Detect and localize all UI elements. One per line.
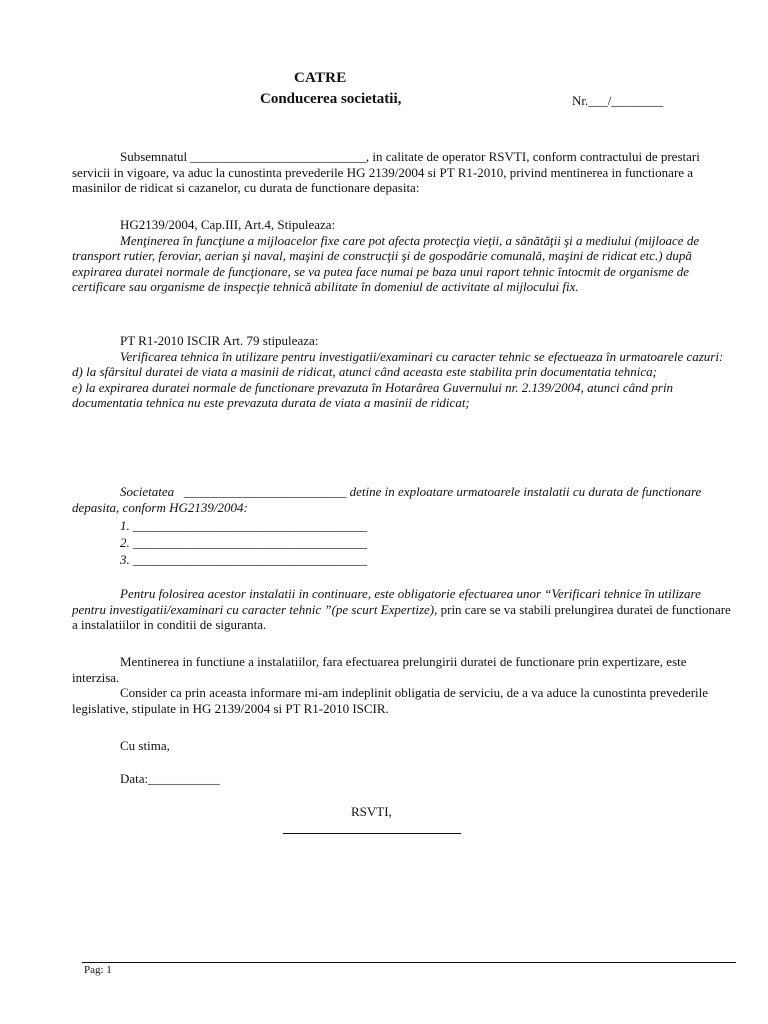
closing-greeting-block bbox=[72, 738, 736, 754]
date-field: Data:___________ bbox=[120, 771, 220, 786]
intro-paragraph bbox=[72, 149, 736, 196]
reference-number: Nr.___/________ bbox=[572, 93, 664, 108]
company-name-blank: _________________________ bbox=[183, 484, 347, 499]
obligation-normal: prin care se va stabili prelungirea duratei de functionare a instalatiilor in conditii de siguranta. bbox=[72, 601, 731, 632]
company-paragraph bbox=[72, 484, 736, 515]
closing-greeting: Cu stima, bbox=[120, 738, 170, 753]
hg-quote: Menţinerea în funcţiune a mijloacelor fixe care pot afecta protecţia vieţii, a sănătăţii şi a mediului (mijloace de transport rutier, feroviar, aerian şi naval, maşini de construcţii şi de gospodărie comunală, maşini de ridicat etc.) după expirarea duratei normale de funcţionare, se va putea face numai pe baza unui raport tehnic întocmit de organisme de certificare sau organisme de inspecţie tehnică abilitate în domeniul de activitate al mijlocului fix. bbox=[72, 232, 700, 294]
signature-line bbox=[283, 833, 461, 834]
obligation-paragraph bbox=[72, 586, 736, 633]
obligation-italic: Pentru folosirea acestor instalatii in continuare, este obligatorie efectuarea unor “Verificari tehnice în utilizare pentru investigatii/examinari cu caracter tehnic ”(pe scurt Expertize), bbox=[72, 586, 701, 617]
intro-text: Subsemnatul ___________________________, in calitate de operator RSVTI, conform contractului de prestari servicii in vigoare, va aduc la cunostinta prevederile HG 2139/2004 si PT R1-2010, privind mentinerea in functionare a masinilor de ridicat si cazanelor, cu durata de functionare depasita: bbox=[72, 149, 700, 195]
pt-item-e: e) la expirarea duratei normale de functionare prevazuta în Hotarârea Guvernului nr. 2.139/2004, atunci când prin documentatia tehnica nu este prevazuta durata de viata a masinii de ridicat; bbox=[72, 379, 674, 410]
company-section bbox=[72, 484, 736, 515]
header-title: CATRE bbox=[294, 70, 347, 86]
company-text: detine in exploatare urmatoarele instalatii cu durata de functionare depasita, conform HG2139/2004: bbox=[72, 484, 702, 515]
pt-item-d: d) la sfârsitul duratei de viata a masinii de ridicat, atunci când aceasta este stabilita prin documentatia tehnica; bbox=[72, 364, 657, 379]
footer-divider bbox=[82, 962, 736, 963]
pt-heading: PT R1-2010 ISCIR Art. 79 stipuleaza: bbox=[120, 333, 319, 348]
signatory-block bbox=[351, 804, 471, 820]
installation-item-2: 2. ____________________________________ bbox=[120, 535, 367, 550]
pt-intro: Verificarea tehnica în utilizare pentru investigatii/examinari cu caracter tehnic se efectueaza în urmatoarele cazuri: bbox=[120, 348, 724, 364]
prohibition-text: Mentinerea in functiune a instalatiilor, fara efectuarea prelungirii duratei de functionare prin expertizare, este interzisa. bbox=[72, 654, 687, 685]
installation-item-1: 1. ____________________________________ bbox=[120, 518, 367, 533]
date-block bbox=[72, 771, 736, 787]
company-label: Societatea bbox=[120, 484, 175, 499]
header-recipient: Conducerea societatii, bbox=[260, 91, 402, 107]
hg-heading: HG2139/2004, Cap.III, Art.4, Stipuleaza: bbox=[120, 217, 336, 232]
signatory-label: RSVTI, bbox=[351, 804, 392, 819]
pt-section bbox=[72, 333, 736, 411]
conclusion-text: Consider ca prin aceasta informare mi-am indeplinit obligatia de serviciu, de a va aduce la cunostinta prevederile legislative, stipulate in HG 2139/2004 si PT R1-2010 ISCIR. bbox=[72, 685, 709, 716]
page-number: Pag: 1 bbox=[84, 964, 112, 976]
hg-section bbox=[72, 217, 736, 295]
installation-item-3: 3. ____________________________________ bbox=[120, 552, 367, 567]
prohibition-paragraph bbox=[72, 654, 736, 716]
